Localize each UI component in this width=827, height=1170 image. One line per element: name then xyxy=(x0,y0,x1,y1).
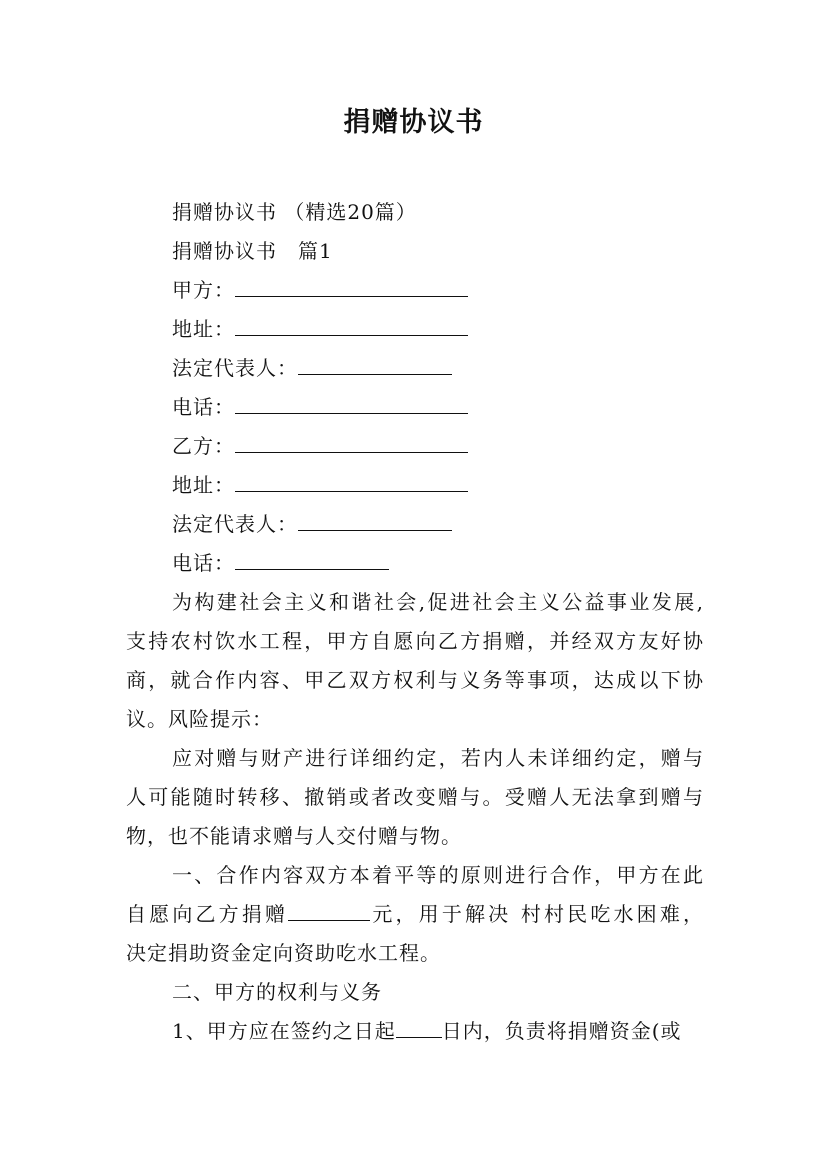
party-a-blank xyxy=(235,278,468,297)
party-a-rep-line xyxy=(172,355,452,381)
party-b-phone-blank xyxy=(235,551,389,570)
paragraph-preamble xyxy=(126,589,704,745)
party-a-rep-label: 法定代表人： xyxy=(172,356,298,380)
paragraph-line: 物，也不能请求赠与人交付赠与物。 xyxy=(126,824,462,848)
days-blank xyxy=(396,1019,442,1038)
paragraph-cooperation xyxy=(126,862,704,979)
party-b-rep-blank xyxy=(298,512,452,531)
paragraph-line: 一、合作内容双方本着平等的原则进行合作，甲方在此 xyxy=(172,863,704,887)
paragraph-line: 应对赠与财产进行详细约定，若内人未详细约定，赠与 xyxy=(172,746,704,770)
party-a-address-line xyxy=(172,316,468,342)
party-b-address-blank xyxy=(235,473,468,492)
party-a-phone-line xyxy=(172,394,468,420)
donation-amount-blank xyxy=(288,902,370,921)
party-b-rep-label: 法定代表人： xyxy=(172,512,298,536)
party-b-phone-label: 电话： xyxy=(172,551,235,575)
paragraph-line: 商，就合作内容、甲乙双方权利与义务等事项，达成以下协 xyxy=(126,668,704,692)
party-b-blank xyxy=(235,434,468,453)
section-heading-2: 二、甲方的权利与义务 xyxy=(172,980,382,1004)
party-b-label: 乙方： xyxy=(172,434,235,458)
heading-2: 捐赠协议书 篇1 xyxy=(172,239,333,263)
party-a-label: 甲方： xyxy=(172,278,235,302)
clause-1-text-a: 1、甲方应在签约之日起 xyxy=(172,1019,396,1043)
clause-1-text-b: 日内，负责将捐赠资金(或 xyxy=(441,1019,682,1043)
clause-1-line xyxy=(172,1018,682,1044)
party-a-rep-blank xyxy=(298,356,452,375)
paragraph-line xyxy=(126,901,704,940)
paragraph-line: 人可能随时转移、撤销或者改变赠与。受赠人无法拿到赠与 xyxy=(126,785,704,809)
paragraph-line: 议。风险提示： xyxy=(126,707,273,731)
paragraph-line: 支持农村饮水工程，甲方自愿向乙方捐赠，并经双方友好协 xyxy=(126,629,704,653)
party-a-address-label: 地址： xyxy=(172,317,235,341)
paragraph-risk-warning xyxy=(126,745,704,862)
donation-text-a: 自愿向乙方捐赠 xyxy=(126,902,289,926)
party-b-phone-line xyxy=(172,550,389,576)
donation-text-b: 元，用于解决 村村民吃水困难， xyxy=(370,902,705,926)
party-b-address-line xyxy=(172,472,468,498)
document-title: 捐赠协议书 xyxy=(343,107,484,138)
paragraph-line: 为构建社会主义和谐社会,促进社会主义公益事业发展, xyxy=(172,590,704,614)
heading-1: 捐赠协议书 （精选20篇） xyxy=(172,200,417,224)
party-b-rep-line xyxy=(172,511,452,537)
party-b-address-label: 地址： xyxy=(172,473,235,497)
party-a-phone-label: 电话： xyxy=(172,395,235,419)
party-a-phone-blank xyxy=(235,395,468,414)
party-a-address-blank xyxy=(235,317,468,336)
paragraph-line: 决定捐助资金定向资助吃水工程。 xyxy=(126,941,441,965)
party-a-line xyxy=(172,277,468,303)
party-b-line xyxy=(172,433,468,459)
